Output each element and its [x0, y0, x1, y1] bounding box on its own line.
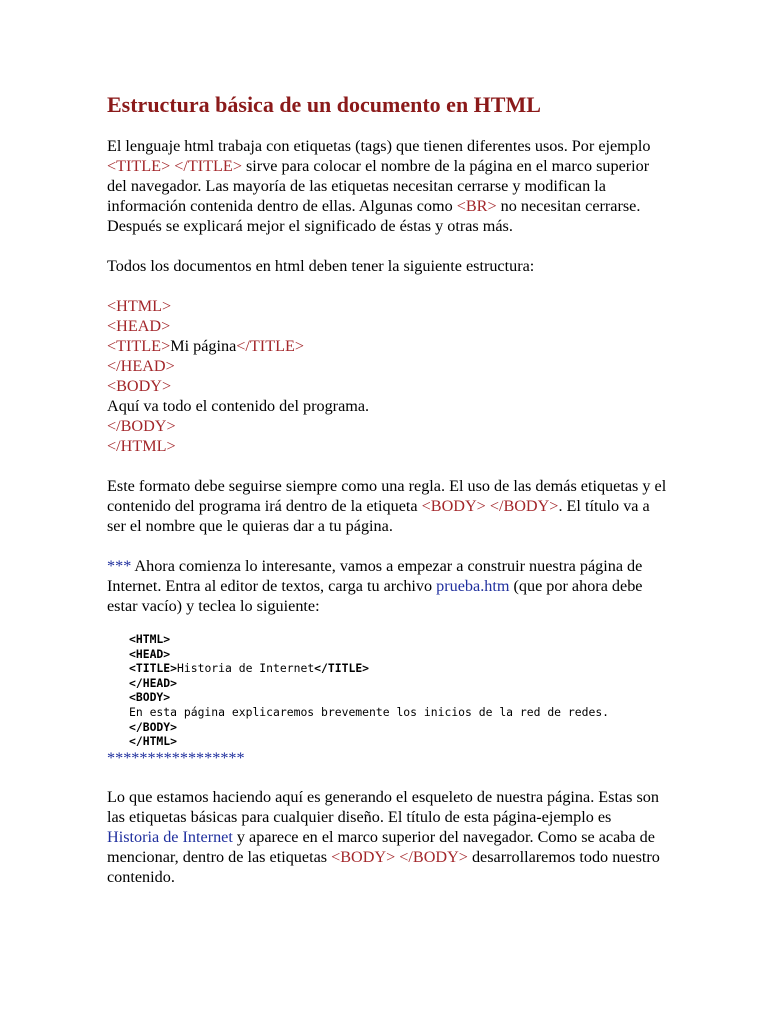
example-title-text: Historia de Internet	[177, 661, 315, 676]
structure-body-text: Aquí va todo el contenido del programa.	[107, 397, 370, 415]
intro-text-1: El lenguaje html trabaja con etiquetas (tags) que tienen diferentes usos. Por ejemplo	[107, 137, 651, 155]
title-tag-example: <TITLE> </TITLE>	[107, 157, 242, 175]
structure-head-close: </HEAD>	[107, 357, 175, 375]
structure-intro-paragraph: Todos los documentos en html deben tener la siguiente estructura:	[107, 257, 535, 275]
structure-title-open: <TITLE>	[107, 337, 171, 355]
intro-paragraph	[107, 136, 667, 236]
intro-text-3: no necesitan cerrarse. Después se explicará mejor el significado de éstas y otras más.	[107, 197, 641, 235]
example-body-close: </BODY>	[129, 719, 178, 734]
format-text-1: Este formato debe seguirse siempre como una regla. El uso de las demás etiquetas y el contenido del programa irá dentro de la etiqueta	[107, 477, 667, 515]
structure-block	[107, 296, 667, 456]
intro-text-2: sirve para colocar el nombre de la página en el marco superior del navegador. Las mayoría de las etiquetas necesitan cerrarse y modifican la información contenida dentro de ellas. Algunas como	[107, 157, 650, 215]
example-head-close: </HEAD>	[129, 675, 178, 690]
example-title-open: <TITLE>	[129, 661, 178, 676]
page-title-link[interactable]: Historia de Internet	[107, 827, 233, 846]
structure-html-close: </HTML>	[107, 437, 176, 455]
skeleton-text-1: Lo que estamos haciendo aquí es generando el esqueleto de nuestra página. Estas son las etiquetas básicas para cualquier diseño. El título de esta página-ejemplo es	[107, 787, 659, 826]
structure-head-open: <HEAD>	[107, 317, 171, 335]
example-title-close: </TITLE>	[314, 661, 370, 676]
example-body-open: <BODY>	[129, 690, 171, 705]
document-page	[107, 90, 667, 887]
example-html-open: <HTML>	[129, 632, 171, 646]
instructions-text-1: Ahora comienza lo interesante, vamos a empezar a construir nuestra página de Internet. Entra al editor de textos, carga tu archivo	[107, 557, 643, 595]
structure-title-line	[107, 336, 667, 356]
br-tag-example: <BR>	[456, 197, 497, 215]
skeleton-text-3: desarrollaremos todo nuestro contenido.	[107, 847, 660, 886]
structure-body-close: </BODY>	[107, 417, 176, 435]
structure-html-open: <HTML>	[107, 297, 172, 315]
body-tag-example: <BODY> </BODY>	[421, 497, 559, 515]
structure-title-close: </TITLE>	[236, 337, 304, 355]
format-text-2: . El título va a ser el nombre que le quieras dar a tu página.	[107, 497, 650, 535]
skeleton-text-2: y aparece en el marco superior del navegador. Como se acaba de mencionar, dentro de las etiquetas	[107, 827, 655, 866]
structure-body-open: <BODY>	[107, 377, 172, 395]
page-title: Estructura básica de un documento en HTML	[107, 92, 541, 117]
example-body-text: En esta página explicaremos brevemente los inicios de la red de redes.	[129, 704, 610, 719]
stars-divider: *****************	[107, 748, 245, 767]
instructions-paragraph	[107, 556, 667, 616]
file-name-link[interactable]: prueba.htm	[436, 577, 510, 595]
instructions-text-2: (que por ahora debe estar vacío) y teclea lo siguiente:	[107, 577, 643, 615]
body-tag-example-2: <BODY> </BODY>	[331, 847, 468, 866]
skeleton-paragraph	[107, 787, 667, 887]
format-paragraph	[107, 476, 667, 536]
structure-title-text: Mi página	[170, 337, 237, 355]
example-head-open: <HEAD>	[129, 646, 171, 661]
stars-marker: ***	[107, 557, 132, 575]
example-code-block	[129, 632, 667, 749]
example-html-close: </HTML>	[129, 734, 178, 749]
